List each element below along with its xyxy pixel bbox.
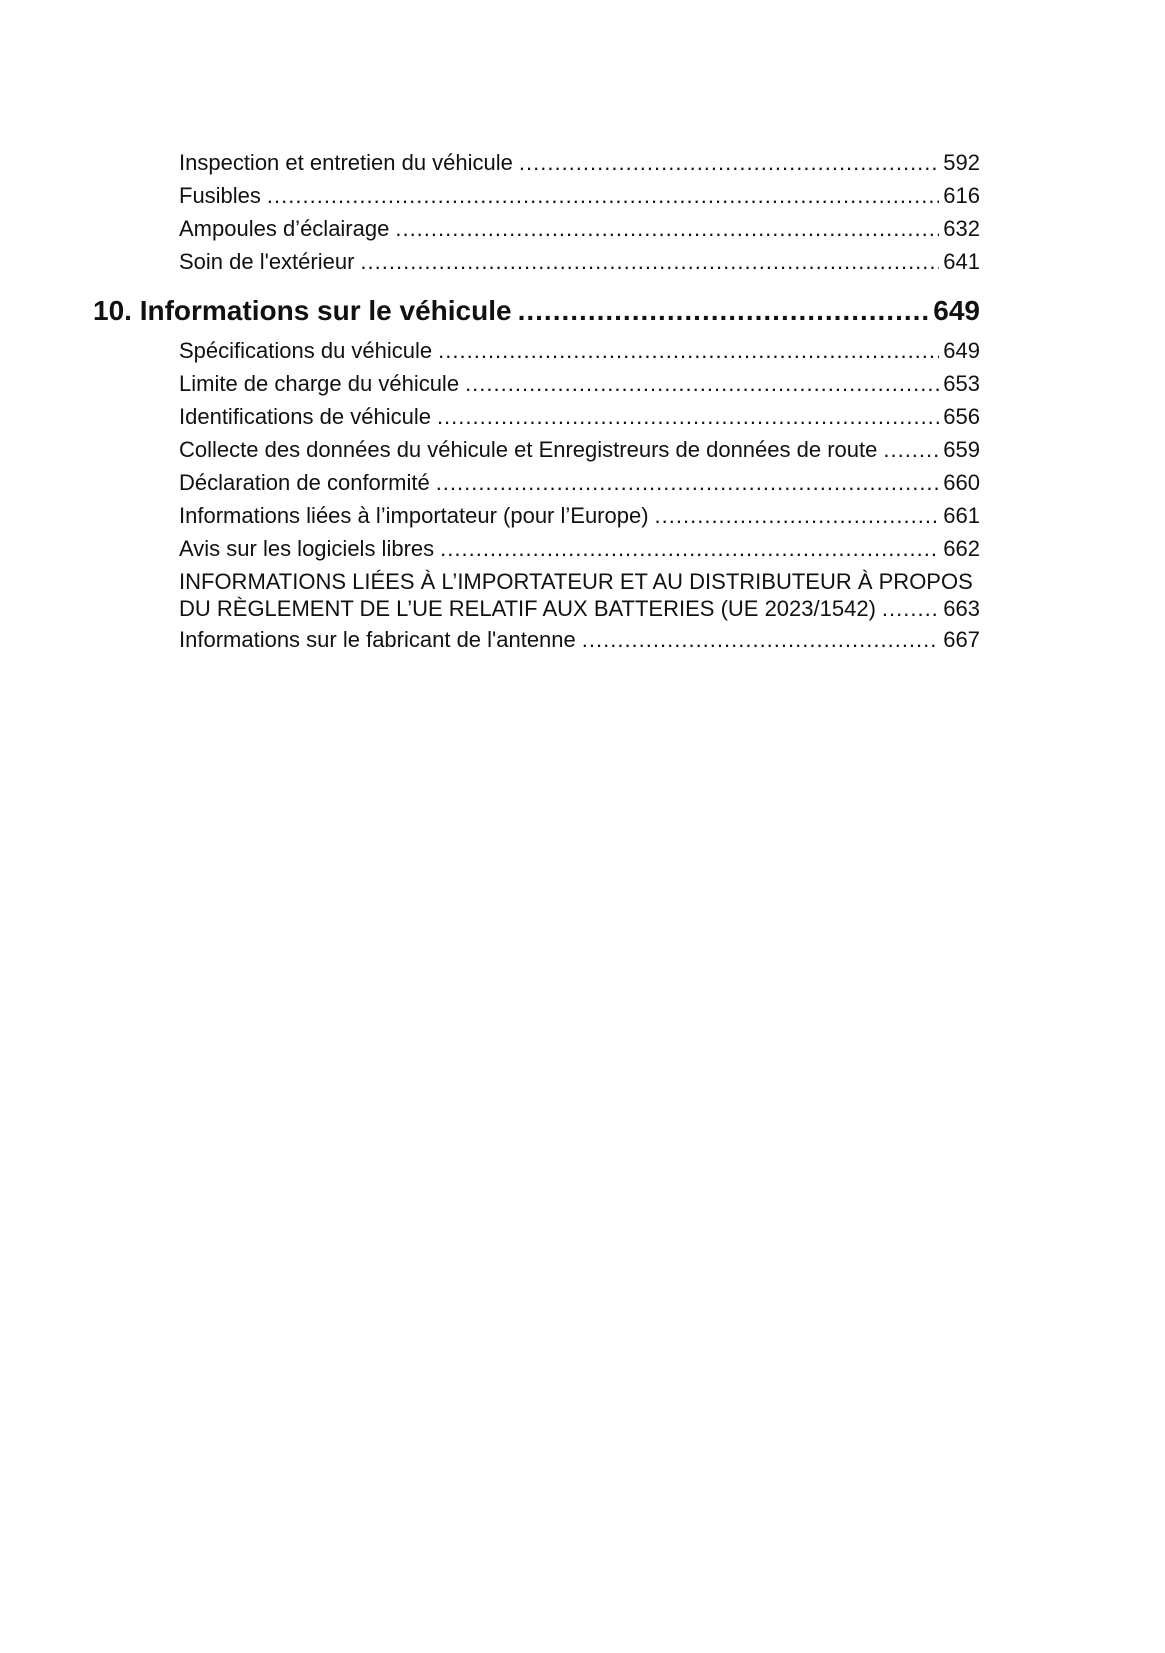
toc-entry-title: Collecte des données du véhicule et Enregistreurs de données de route [179,437,878,462]
dot-leader [436,466,940,499]
toc-entry[interactable] [179,433,980,466]
dot-leader [360,245,939,278]
toc-entry-page: 662 [943,536,980,561]
chapter-page: 649 [933,295,980,326]
toc-entry[interactable] [179,466,980,499]
table-of-contents [0,146,1165,656]
dot-leader [882,595,939,623]
dot-leader [465,367,939,400]
toc-entry-title: Soin de l'extérieur [179,249,355,274]
toc-entry-title-line1: INFORMATIONS LIÉES À L’IMPORTATEUR ET AU DISTRIBUTEUR À PROPOS [179,569,973,594]
toc-entry[interactable] [179,400,980,433]
toc-entry-title: Limite de charge du véhicule [179,371,460,396]
toc-chapter-heading[interactable] [93,288,980,334]
toc-entry-page: 632 [943,216,980,241]
toc-entry[interactable] [179,532,980,565]
toc-entry-page: 656 [943,404,980,429]
toc-entry[interactable] [179,623,980,656]
toc-entry-page: 667 [943,627,980,652]
chapter-title: 10. Informations sur le véhicule [93,295,512,326]
toc-entry[interactable] [179,367,980,400]
toc-entry[interactable] [179,334,980,367]
toc-entry-title-line2: DU RÈGLEMENT DE L’UE RELATIF AUX BATTERIES (UE 2023/1542) [179,596,876,621]
toc-entry-title: Fusibles [179,183,261,208]
toc-entry[interactable] [179,245,980,278]
toc-entry-page: 663 [943,596,980,621]
toc-entry-page: 661 [943,503,980,528]
dot-leader [519,146,939,179]
toc-entry-title: Déclaration de conformité [179,470,430,495]
toc-entry[interactable] [179,212,980,245]
dot-leader [518,288,930,334]
toc-entry[interactable] [179,499,980,532]
toc-entry-title: Spécifications du véhicule [179,338,433,363]
toc-entry[interactable] [179,146,980,179]
toc-entry-title: Inspection et entretien du véhicule [179,150,513,175]
toc-entry-page: 641 [943,249,980,274]
dot-leader [883,433,939,466]
dot-leader [437,400,939,433]
toc-entry-title: Informations sur le fabricant de l'antenne [179,627,576,652]
toc-entry[interactable] [179,179,980,212]
toc-entry-multiline[interactable] [179,568,980,623]
toc-entry-page: 649 [943,338,980,363]
toc-entry-page: 653 [943,371,980,396]
dot-leader [438,334,939,367]
toc-entry-title: Ampoules d’éclairage [179,216,390,241]
dot-leader [582,623,940,656]
toc-entry-page: 616 [943,183,980,208]
dot-leader [267,179,939,212]
toc-entry-page: 660 [943,470,980,495]
toc-entry-title: Identifications de véhicule [179,404,431,429]
dot-leader [440,532,939,565]
toc-entry-title: Avis sur les logiciels libres [179,536,435,561]
toc-entry-page: 659 [943,437,980,462]
toc-entry-title: Informations liées à l’importateur (pour l’Europe) [179,503,649,528]
dot-leader [655,499,940,532]
toc-entry-page: 592 [943,150,980,175]
dot-leader [395,212,939,245]
